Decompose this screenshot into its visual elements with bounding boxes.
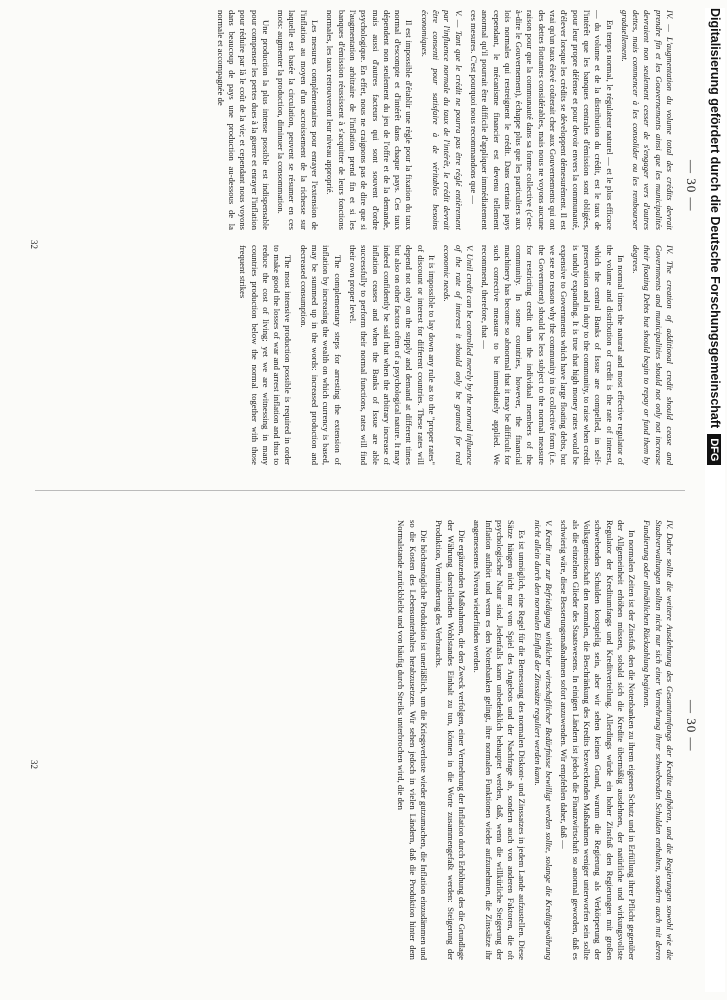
paragraph: Es ist unmöglich, eine Regel für die Bemessung des normalen Diskont- und Zinssatzes in jedem Lande aufzustellen. Diese Sätze hängen nicht nur vom Spiel des Angebots und der Nachfrage ab, sondern auch von anderen Faktoren, die oft psychologischer Natur sind. Jedenfalls kann unbedenklich behauptet werden, daß, wenn die willkürliche Steigerung der Inflation aufhört und wenn es den Notenbanken gelingt, ihre normalen Funktionen wieder aufzunehmen, die Zinssätze ihr angemessenes Niveau wiederfinden werden.: [472, 520, 528, 960]
paragraph: Il est impossible d'établir une règle pour la fixation du taux normal d'escompte et d'intérêt dans chaque pays. Ces taux dépendent non seulement du jeu de l'offre et de la demande, mais aussi d'autres facteurs qui sont souvent d'ordre psychologique. En effet, nous ne craignons pas de dire que si l'augmentation arbitraire de l'inflation prend fin et si les banques d'émission réussissent à s'acquitter de leurs fonctions normales, les taux retrouveront leur niveau approprié.: [325, 10, 415, 230]
paragraph: In normalen Zeiten ist der Zinsfuß, den die Notenbanken zu ihrem eigenen Schutz und in Erfüllung ihrer Pflicht gegenüber der Allgemeinheit erhöhen müssen, sobald sich die Kredite übermäßig ausdehnen, der natürliche und wirkungsvollste Regulator der Kreditumfangs und Kreditverteilung. Allerdings würde ein hoher Zinsfuß den Regierungen mit großen schwebenden Schulden kostspielig sein, aber wir sehen keinen Grund, warum die Regierung als Verkörperung der Volksgemeinschaft den normalen, die Beschränkung des Kredits bezweckenden Maßnahmen weniger unterworfen sein sollte als die einzelnen Glieder des Staatswesens. In einigen Ländern ist jedoch die Finanzwirtschaft so anormal geworden, daß es schwierig wäre, diese Besserungsmaßnahmen sofort anzuwenden. Wir empfehlen daher, daß —: [559, 520, 638, 960]
paragraph: IV. Daher sollte die weitere Ausdehnung des Gesamtumfangs der Kredite aufhören, und die Regierungen sowohl wie die Stadtverwaltungen sollten nicht nur sich einer Vermehrung ihrer schwebenden Schulden enthalten, sondern auch mit deren Fundierung oder allmählichen Rückzahlung beginnen.: [642, 520, 675, 960]
rotated-scan: [15, 0, 705, 1000]
watermark-strip: [705, 8, 725, 992]
paragraph: IV. The creation of additional credit should cease and Governments and municipalities should not only not increase their floating Debts but should begin to repay or fund them by degrees.: [631, 245, 675, 465]
left-page-footer: 32: [29, 240, 39, 249]
french-column: [45, 10, 675, 230]
paragraph: Une production la plus intense possible est indispensable pour compenser les pertes dues à la guerre et enrayer l'inflation pour réduire par là le coût de la vie; et cependant nous voyons dans beaucoup de pays une production au-dessous de la normale et accompagnée de: [215, 10, 271, 230]
left-page-number: — 30 —: [684, 160, 699, 212]
paragraph: The complementary steps for arresting the extension of inflation by increasing the wealth on which currency is based, may be summed up in the words: increased production and decreased consumption.: [298, 245, 343, 465]
paragraph: It is impossible to lay down any rule as to the "proper rates" of discount or interest for different countries. These rates will depend not only on the supply and demand at different times but also on other factors often of a psychological nature. It may indeed confidently be said that when the arbitrary increase of inflation ceases and when the Banks of Issue are able successfully to perform their normal functions, rates will find their own proper level.: [347, 245, 438, 465]
paragraph: In normal times the natural and most effective regulator of the volume and distribution of credit is the rate of interest, which the central Banks of Issue are compelled, in self-preservation and in duty to the community, to raise when credit is unduly expanding. It is true that high money rates would be expensive to Governments which have large floating debts, but we see no reason why the community in its collective form (i.e. the Government) should be less subject to the normal measure for restricting credit than the individual members of the community. In some countries, however, the financial machinery has become so abnormal that it may be difficult for such corrective measure to be immediately applied. We recommend, therefore, that —: [480, 245, 626, 465]
german-column: [45, 520, 675, 960]
paragraph: V. — Tant que le crédit ne pourra pas être réglé entièrement par l'influence normale du taux de l'intérêt, le crédit devrait être consenti pour satisfaire à de véritables besoins économiques.: [419, 10, 464, 230]
paragraph: V. Until credit can be controlled merely by the normal influence of the rate of interest it should only be granted for real economic needs.: [442, 245, 475, 465]
right-page-footer: 32: [29, 760, 39, 769]
paragraph: V. Kredit nur zur Befriedigung wirklicher wirtschaftlicher Bedürfnisse bewilligt werden sollte, solange die Kreditgewährung nicht allein durch den normalen Einfluß der Zinssätze reguliert werden kann.: [532, 520, 555, 960]
paragraph: Die höchstmögliche Produktion ist unerläßlich, um die Kriegsverluste wieder gutzumachen, die Inflation einzudämmen und so die Kosten des Lebensunterhaltes herabzusetzen. Wir sehen jedoch in vielen Ländern, daß die Produktion hinter dem Normalstande zurückbleibt und von häufig durch Streiks unterbrochen wird, die den: [396, 520, 430, 960]
watermark-text: Digitalisierung gefördert durch die Deutsche Forschungsgemeinschaft: [708, 8, 722, 429]
paragraph: Die ergänzenden Maßnahmen, die den Zweck verfolgen, einer Vermehrung der Inflation durch Erhöhung des die Grundlage der Währung darstellenden Wohlstandes Einhalt zu tun, können in die Worte zusammengefaßt werden: Steigerung der Produktion, Verminderung des Verbrauchs.: [434, 520, 467, 960]
paragraph: Les mesures complémentaires pour enrayer l'extension de l'inflation au moyen d'un accroissement de la richesse sur laquelle est basée la circulation, peuvent se résumer en ces mots: augmenter la production, diminuer la consommation.: [276, 10, 321, 230]
paragraph: IV. — L'augmentation du volume total des crédits devrait prendre fin et les Gouvernements ainsi que les municipalités devraient non seulement cesser de s'engager vers d'autres dettes, mais commencer à les consolider ou les rembourser graduellement.: [619, 10, 675, 230]
english-column: [45, 245, 675, 465]
page-gutter: [35, 490, 685, 491]
paragraph: The most intensive production possible is required in order to make good the losses of war and arrest inflation and thus to reduce the cost of living; yet we are witnessing in many countries production below the normal together with those frequent strikes: [238, 245, 294, 465]
dfg-logo: DFG: [707, 434, 721, 465]
paragraph: En temps normal, le régulateur naturel — et le plus efficace — du volume et de la distribution du crédit, est le taux de l'intérêt que les banques centrales d'émission sont obligées, pour leur propre défense et pour devoir envers la communauté, d'élever lorsque les crédits se développent démesurément. Il est vrai qu'un taux élevé coûterait cher aux Gouvernements qui ont des dettes flottantes considérables, mais nous ne voyons aucune raison pour que la communauté dans sa forme collective (c'est-à-dire le Gouvernement), échappe plus que les particuliers aux lois normales qui restreignent le crédit. Dans certains pays cependant, le mécanisme financier est devenu tellement anormal qu'il pourrait être difficile d'appliquer immédiatement ces mesures. C'est pourquoi nous recommandons que —: [468, 10, 615, 230]
right-page-number: — 30 —: [684, 700, 699, 752]
